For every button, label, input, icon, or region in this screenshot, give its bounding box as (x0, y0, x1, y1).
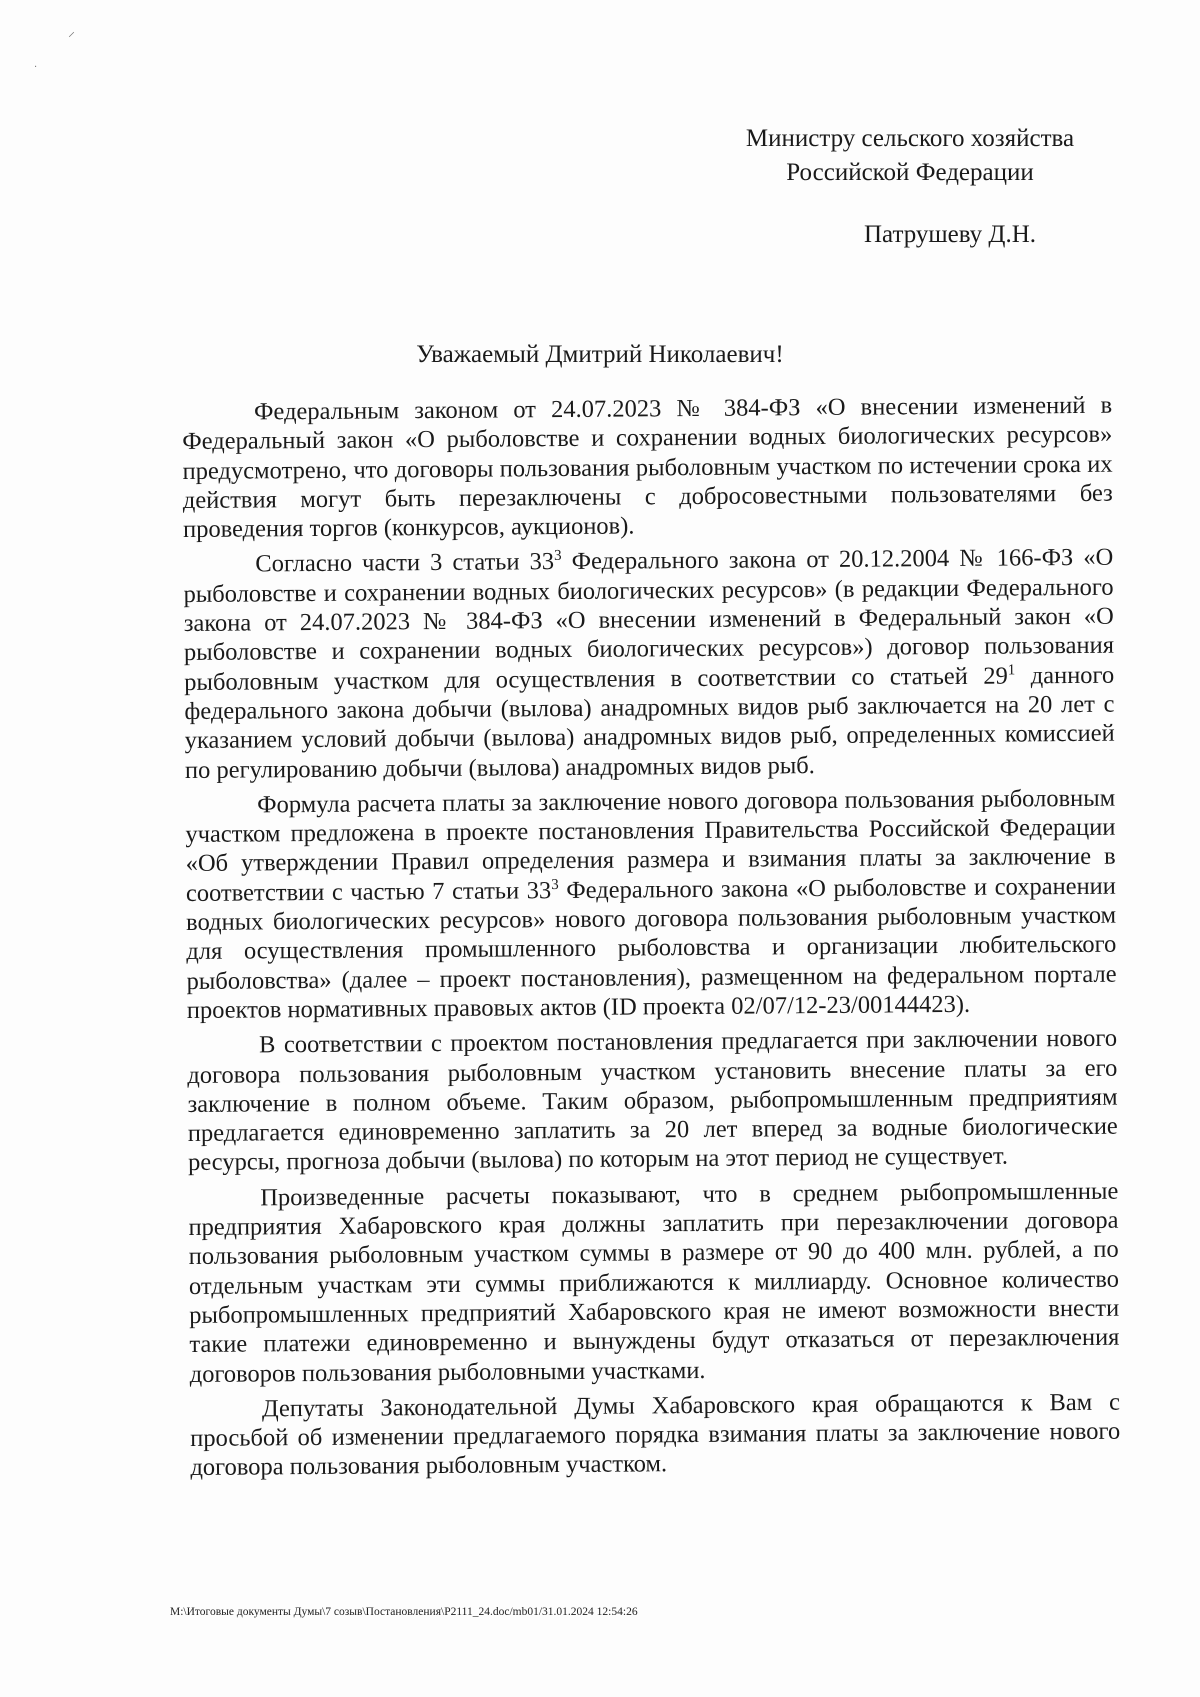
paragraph-3 (185, 784, 1117, 1026)
scan-speck: · (34, 62, 38, 73)
addressee-position: Министру сельского хозяйства (745, 125, 1075, 152)
paragraph-3-part: Формула расчета платы за заключение нового договора пользования рыболовным участком предложена в проекте постановления Правительства Российской Федерации «Об утверждении Правил определения размера и взимания платы за заключение в соответствии с частью 7 статьи 33 (185, 784, 1116, 907)
paragraph-2-part: Согласно части 3 статьи 33 (255, 548, 555, 578)
paragraph-1: Федеральным законом от 24.07.2023 № 384-ФЗ «О внесении изменений в Федеральный закон «О рыболовстве и сохранении водных биологических ресурсов» предусмотрено, что договоры пользования рыболовным участком по истечении срока их действия могут быть перезаключены с добросовестными пользователями без проведения торгов (конкурсов, аукционов). (182, 391, 1113, 544)
paragraph-6: Депутаты Законодательной Думы Хабаровского края обращаются к Вам с просьбой об изменении предлагаемого порядка взимания платы за заключение нового договора пользования рыболовным участком. (190, 1388, 1121, 1482)
salutation: Уважаемый Дмитрий Николаевич! (416, 341, 784, 368)
paragraph-2 (183, 543, 1115, 785)
addressee-country: Российской Федерации (786, 159, 1034, 186)
superscript: 3 (551, 876, 559, 893)
paragraph-5: Произведенные расчеты показывают, что в среднем рыбопромышленные предприятия Хабаровского края должны заплатить при перезаключении договора пользования рыболовным участком суммы в размере от 90 до 400 млн. рублей, а по отдельным участкам эти суммы приближаются к миллиарду. Основное количество рыбопромышленных предприятий Хабаровского края не имеют возможности внести такие платежи единовременно и вынуждены будут отказаться от перезаключения договоров пользования рыболовными участками. (188, 1177, 1120, 1388)
file-path-footer: М:\Итоговые документы Думы\7 созыв\Постановления\P2111_24.doc/mb01/31.01.2024 12:54:26 (170, 1606, 638, 1618)
paragraph-2-part: данного федерального закона добычи (вылова) анадромных видов рыб заключается на 20 лет с указанием условий добычи (вылова) анадромных видов рыб, определенных комиссией по регулированию добычи (вылова) анадромных видов рыб. (184, 661, 1115, 784)
paragraph-3-part: Федерального закона «О рыболовстве и сохранении водных биологических ресурсов» нового договора пользования рыболовным участком для осуществления промышленного рыболовства и организации любительского рыболовства» (далее – проект постановления), размещенном на федеральном портале проектов нормативных правовых актов (ID проекта 02/07/12-23/00144423). (186, 872, 1117, 1024)
addressee-name: Патрушеву Д.Н. (863, 221, 1037, 248)
scan-speck: ⸝ (68, 24, 75, 40)
superscript: 3 (553, 548, 562, 565)
letter-body (182, 391, 1120, 1483)
superscript: 1 (1007, 661, 1016, 679)
paragraph-4: В соответствии с проектом постановления предлагается при заключении нового договора пользования рыболовным участком установить внесение платы за его заключение в полном объеме. Таким образом, рыбопромышленным предприятиям предлагается единовременно заплатить за 20 лет вперед за водные биологические ресурсы, прогноза добычи (вылова) по которым на этот период не существует. (187, 1024, 1118, 1177)
paragraph-2-part: Федерального закона от 20.12.2004 № 166-ФЗ «О рыболовстве и сохранении водных биологических ресурсов» (в редакции Федерального закона от 24.07.2023 № 384-ФЗ «О внесении изменений в Федеральный закон «О рыболовстве и сохранении водных биологических ресурсов») договор пользования рыболовным участком для осуществления в соответствии со статьей 29 (183, 544, 1115, 696)
addressee-block (700, 122, 1120, 190)
